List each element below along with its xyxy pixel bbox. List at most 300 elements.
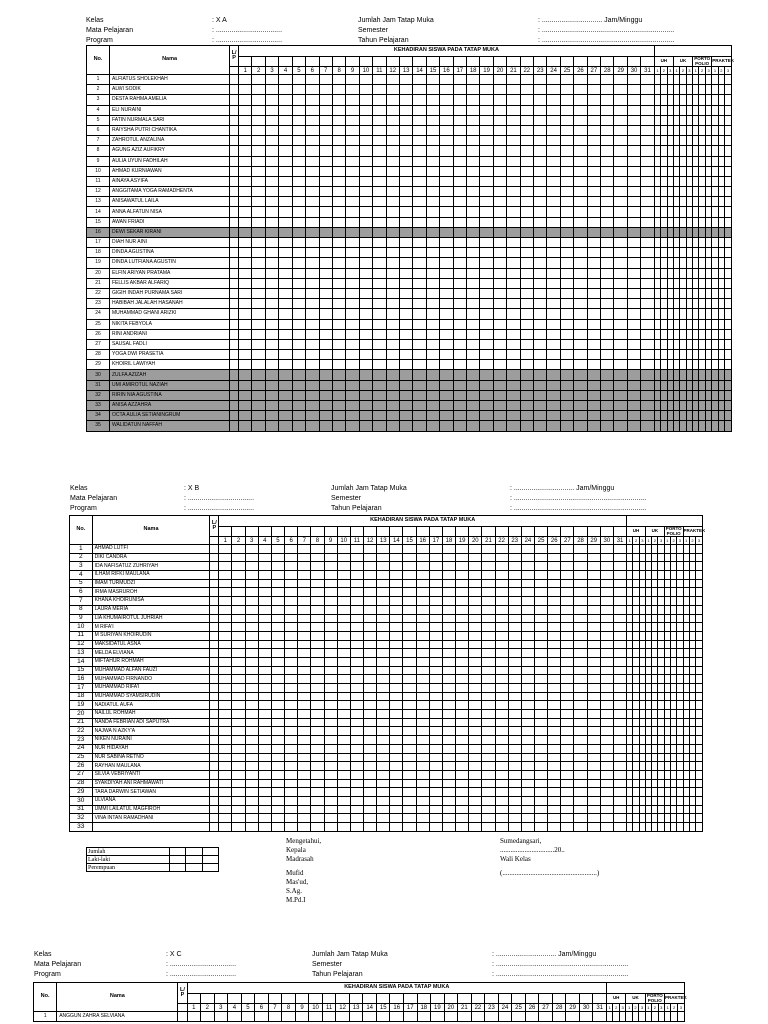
student-number: 25 bbox=[70, 753, 93, 762]
attendance-cell bbox=[399, 299, 412, 309]
attendance-cell bbox=[311, 814, 324, 823]
attendance-cell bbox=[386, 105, 399, 115]
session-number: 14 bbox=[363, 1004, 377, 1012]
attendance-cell bbox=[324, 805, 337, 814]
attendance-cell bbox=[337, 597, 350, 606]
attendance-cell bbox=[613, 623, 626, 632]
attendance-cell bbox=[547, 380, 560, 390]
attendance-cell bbox=[613, 744, 626, 753]
attendance-cell bbox=[219, 588, 232, 597]
session-number: 20 bbox=[493, 67, 506, 75]
attendance-cell bbox=[337, 657, 350, 666]
attendance-cell bbox=[482, 710, 495, 719]
value-jam: : ............................... Jam/Minggu bbox=[510, 485, 615, 492]
attendance-cell bbox=[482, 718, 495, 727]
attendance-cell bbox=[641, 360, 654, 370]
attendance-cell bbox=[587, 788, 600, 797]
attendance-cell bbox=[239, 85, 252, 95]
attendance-cell bbox=[429, 545, 442, 554]
attendance-cell bbox=[292, 197, 305, 207]
score-header-blank bbox=[607, 983, 685, 994]
attendance-cell bbox=[507, 105, 520, 115]
header-row bbox=[87, 46, 732, 57]
attendance-cell bbox=[466, 227, 479, 237]
attendance-cell bbox=[337, 710, 350, 719]
attendance-cell bbox=[426, 156, 439, 166]
attendance-cell bbox=[252, 75, 265, 85]
attendance-cell bbox=[520, 278, 533, 288]
attendance-cell bbox=[469, 701, 482, 710]
attendance-cell bbox=[219, 753, 232, 762]
attendance-cell bbox=[493, 95, 506, 105]
attendance-cell bbox=[627, 166, 640, 176]
attendance-cell bbox=[587, 614, 600, 623]
attendance-cell bbox=[725, 187, 732, 197]
attendance-cell bbox=[413, 319, 426, 329]
attendance-cell bbox=[285, 718, 298, 727]
attendance-cell bbox=[285, 770, 298, 779]
attendance-cell bbox=[255, 1012, 269, 1022]
student-row bbox=[70, 788, 703, 797]
attendance-cell bbox=[587, 187, 600, 197]
attendance-cell bbox=[614, 187, 627, 197]
attendance-cell bbox=[386, 85, 399, 95]
attendance-cell bbox=[508, 770, 521, 779]
attendance-cell bbox=[534, 146, 547, 156]
attendance-cell bbox=[413, 268, 426, 278]
attendance-cell bbox=[245, 727, 258, 736]
attendance-cell bbox=[641, 227, 654, 237]
session-blank-cell bbox=[399, 57, 412, 67]
attendance-cell bbox=[332, 146, 345, 156]
attendance-cell bbox=[210, 614, 219, 623]
score-number: 2 bbox=[689, 537, 695, 545]
attendance-cell bbox=[390, 736, 403, 745]
attendance-cell bbox=[311, 553, 324, 562]
attendance-cell bbox=[285, 823, 298, 832]
attendance-cell bbox=[271, 553, 284, 562]
attendance-cell bbox=[346, 156, 359, 166]
session-blank-cell bbox=[440, 57, 453, 67]
attendance-cell bbox=[377, 796, 390, 805]
attendance-cell bbox=[600, 631, 613, 640]
attendance-cell bbox=[285, 623, 298, 632]
student-number: 5 bbox=[87, 115, 110, 125]
attendance-cell bbox=[453, 329, 466, 339]
student-name: ZAHROTUL ANZALINA bbox=[110, 136, 230, 146]
student-number: 15 bbox=[87, 217, 110, 227]
attendance-cell bbox=[534, 288, 547, 298]
attendance-cell bbox=[390, 675, 403, 684]
attendance-cell bbox=[482, 788, 495, 797]
attendance-cell bbox=[377, 710, 390, 719]
student-row bbox=[70, 718, 703, 727]
attendance-cell bbox=[482, 657, 495, 666]
attendance-cell bbox=[350, 666, 363, 675]
attendance-cell bbox=[627, 380, 640, 390]
attendance-cell bbox=[600, 649, 613, 658]
attendance-cell bbox=[311, 823, 324, 832]
attendance-cell bbox=[346, 248, 359, 258]
attendance-cell bbox=[319, 197, 332, 207]
attendance-cell bbox=[440, 156, 453, 166]
attendance-cell bbox=[480, 156, 493, 166]
attendance-cell bbox=[508, 744, 521, 753]
attendance-cell bbox=[319, 105, 332, 115]
attendance-cell bbox=[399, 187, 412, 197]
attendance-cell bbox=[279, 411, 292, 421]
attendance-cell bbox=[239, 217, 252, 227]
attendance-cell bbox=[480, 115, 493, 125]
attendance-cell bbox=[377, 744, 390, 753]
attendance-cell bbox=[258, 614, 271, 623]
attendance-cell bbox=[337, 631, 350, 640]
attendance-cell bbox=[548, 684, 561, 693]
attendance-cell bbox=[525, 1012, 539, 1022]
attendance-cell bbox=[390, 553, 403, 562]
student-row bbox=[70, 605, 703, 614]
attendance-cell bbox=[600, 571, 613, 580]
attendance-cell bbox=[271, 675, 284, 684]
attendance-cell bbox=[271, 597, 284, 606]
session-blank-cell bbox=[426, 57, 439, 67]
attendance-cell bbox=[429, 744, 442, 753]
session-number: 24 bbox=[547, 67, 560, 75]
attendance-cell bbox=[456, 736, 469, 745]
session-blank-cell bbox=[241, 994, 255, 1004]
attendance-cell bbox=[265, 411, 278, 421]
attendance-cell bbox=[482, 736, 495, 745]
attendance-cell bbox=[696, 779, 703, 788]
attendance-cell bbox=[377, 718, 390, 727]
attendance-cell bbox=[279, 125, 292, 135]
attendance-cell bbox=[587, 278, 600, 288]
attendance-cell bbox=[520, 187, 533, 197]
attendance-cell bbox=[252, 421, 265, 431]
attendance-cell bbox=[480, 309, 493, 319]
attendance-cell bbox=[219, 649, 232, 658]
attendance-cell bbox=[413, 299, 426, 309]
attendance-cell bbox=[429, 605, 442, 614]
attendance-cell bbox=[521, 710, 534, 719]
attendance-cell bbox=[508, 788, 521, 797]
attendance-cell bbox=[429, 588, 442, 597]
attendance-cell bbox=[574, 288, 587, 298]
column-header-uk: UK bbox=[645, 527, 664, 537]
attendance-cell bbox=[319, 350, 332, 360]
attendance-table bbox=[33, 982, 685, 1022]
attendance-cell bbox=[725, 411, 732, 421]
attendance-cell bbox=[725, 95, 732, 105]
attendance-cell bbox=[495, 605, 508, 614]
attendance-cell bbox=[613, 605, 626, 614]
attendance-cell bbox=[403, 588, 416, 597]
attendance-cell bbox=[440, 370, 453, 380]
attendance-cell bbox=[520, 166, 533, 176]
attendance-cell bbox=[508, 753, 521, 762]
attendance-cell bbox=[377, 788, 390, 797]
attendance-cell bbox=[453, 85, 466, 95]
attendance-cell bbox=[627, 299, 640, 309]
student-number: 16 bbox=[87, 227, 110, 237]
attendance-cell bbox=[482, 684, 495, 693]
attendance-cell bbox=[346, 75, 359, 85]
attendance-cell bbox=[493, 360, 506, 370]
attendance-cell bbox=[386, 125, 399, 135]
attendance-cell bbox=[453, 166, 466, 176]
attendance-cell bbox=[271, 770, 284, 779]
attendance-cell bbox=[627, 370, 640, 380]
attendance-cell bbox=[548, 718, 561, 727]
attendance-cell bbox=[324, 579, 337, 588]
attendance-cell bbox=[324, 701, 337, 710]
score-number: 3 bbox=[705, 67, 711, 75]
attendance-cell bbox=[587, 411, 600, 421]
attendance-cell bbox=[495, 675, 508, 684]
session-blank-cell bbox=[319, 57, 332, 67]
attendance-cell bbox=[574, 401, 587, 411]
attendance-cell bbox=[403, 614, 416, 623]
attendance-cell bbox=[440, 207, 453, 217]
attendance-cell bbox=[600, 823, 613, 832]
attendance-cell bbox=[453, 278, 466, 288]
wali-name: (......................................................) bbox=[500, 869, 600, 877]
attendance-cell bbox=[507, 421, 520, 431]
attendance-cell bbox=[627, 411, 640, 421]
attendance-cell bbox=[265, 370, 278, 380]
attendance-cell bbox=[239, 156, 252, 166]
attendance-cell bbox=[390, 605, 403, 614]
attendance-cell bbox=[480, 95, 493, 105]
attendance-cell bbox=[574, 217, 587, 227]
attendance-cell bbox=[373, 309, 386, 319]
attendance-cell bbox=[413, 278, 426, 288]
attendance-cell bbox=[495, 588, 508, 597]
session-blank-cell bbox=[349, 994, 363, 1004]
attendance-cell bbox=[210, 701, 219, 710]
attendance-cell bbox=[311, 631, 324, 640]
attendance-cell bbox=[561, 701, 574, 710]
attendance-cell bbox=[359, 187, 372, 197]
attendance-cell bbox=[493, 176, 506, 186]
attendance-cell bbox=[561, 562, 574, 571]
attendance-cell bbox=[456, 649, 469, 658]
attendance-cell bbox=[440, 238, 453, 248]
attendance-cell bbox=[337, 666, 350, 675]
attendance-cell bbox=[332, 370, 345, 380]
session-number: 27 bbox=[587, 67, 600, 75]
attendance-cell bbox=[210, 631, 219, 640]
attendance-cell bbox=[386, 350, 399, 360]
student-row bbox=[70, 562, 703, 571]
attendance-cell bbox=[324, 553, 337, 562]
attendance-cell bbox=[403, 762, 416, 771]
attendance-cell bbox=[641, 258, 654, 268]
attendance-cell bbox=[232, 562, 245, 571]
attendance-cell bbox=[601, 207, 614, 217]
attendance-cell bbox=[399, 146, 412, 156]
attendance-cell bbox=[574, 85, 587, 95]
attendance-cell bbox=[390, 614, 403, 623]
attendance-cell bbox=[210, 579, 219, 588]
attendance-cell bbox=[480, 268, 493, 278]
column-header-lp: L/ P bbox=[210, 516, 219, 537]
attendance-cell bbox=[324, 588, 337, 597]
attendance-cell bbox=[587, 814, 600, 823]
attendance-cell bbox=[413, 288, 426, 298]
attendance-cell bbox=[627, 360, 640, 370]
attendance-cell bbox=[560, 339, 573, 349]
attendance-table bbox=[69, 515, 706, 832]
attendance-cell bbox=[332, 380, 345, 390]
attendance-cell bbox=[403, 657, 416, 666]
attendance-cell bbox=[725, 207, 732, 217]
attendance-cell bbox=[495, 701, 508, 710]
attendance-cell bbox=[482, 666, 495, 675]
attendance-cell bbox=[574, 571, 587, 580]
attendance-cell bbox=[548, 814, 561, 823]
attendance-cell bbox=[493, 238, 506, 248]
attendance-cell bbox=[601, 258, 614, 268]
attendance-cell bbox=[298, 571, 311, 580]
attendance-cell bbox=[390, 710, 403, 719]
student-number: 24 bbox=[70, 744, 93, 753]
attendance-cell bbox=[337, 579, 350, 588]
attendance-cell bbox=[725, 401, 732, 411]
attendance-cell bbox=[239, 207, 252, 217]
attendance-cell bbox=[440, 95, 453, 105]
attendance-cell bbox=[548, 605, 561, 614]
student-row bbox=[87, 156, 732, 166]
attendance-cell bbox=[413, 380, 426, 390]
attendance-cell bbox=[359, 105, 372, 115]
attendance-cell bbox=[230, 146, 239, 156]
attendance-cell bbox=[230, 309, 239, 319]
attendance-cell bbox=[416, 553, 429, 562]
attendance-cell bbox=[252, 329, 265, 339]
attendance-cell bbox=[232, 631, 245, 640]
attendance-cell bbox=[210, 649, 219, 658]
attendance-cell bbox=[306, 95, 319, 105]
attendance-cell bbox=[373, 370, 386, 380]
attendance-cell bbox=[311, 736, 324, 745]
session-blank-cell bbox=[574, 527, 587, 537]
attendance-cell bbox=[560, 85, 573, 95]
attendance-cell bbox=[252, 197, 265, 207]
attendance-cell bbox=[442, 770, 455, 779]
attendance-cell bbox=[403, 571, 416, 580]
attendance-cell bbox=[587, 75, 600, 85]
attendance-cell bbox=[520, 238, 533, 248]
attendance-cell bbox=[346, 136, 359, 146]
student-row bbox=[70, 770, 703, 779]
session-blank-cell bbox=[417, 994, 431, 1004]
attendance-cell bbox=[535, 770, 548, 779]
attendance-cell bbox=[725, 166, 732, 176]
attendance-cell bbox=[725, 288, 732, 298]
attendance-cell bbox=[306, 360, 319, 370]
student-name: RAYHAN MAULANA bbox=[92, 762, 210, 771]
attendance-cell bbox=[548, 657, 561, 666]
session-number: 9 bbox=[324, 537, 337, 545]
attendance-cell bbox=[219, 805, 232, 814]
attendance-cell bbox=[416, 579, 429, 588]
attendance-cell bbox=[480, 238, 493, 248]
value-tahun: : .................................................................... bbox=[492, 971, 629, 978]
attendance-cell bbox=[466, 390, 479, 400]
attendance-cell bbox=[252, 309, 265, 319]
attendance-cell bbox=[337, 605, 350, 614]
attendance-cell bbox=[601, 176, 614, 186]
attendance-cell bbox=[574, 380, 587, 390]
attendance-cell bbox=[520, 339, 533, 349]
session-blank-cell bbox=[292, 57, 305, 67]
attendance-cell bbox=[386, 370, 399, 380]
attendance-cell bbox=[350, 727, 363, 736]
attendance-cell bbox=[547, 95, 560, 105]
student-name: DESTA RAHMA AMELIA bbox=[110, 95, 230, 105]
attendance-cell bbox=[413, 227, 426, 237]
attendance-cell bbox=[466, 401, 479, 411]
attendance-cell bbox=[232, 657, 245, 666]
attendance-cell bbox=[641, 268, 654, 278]
attendance-cell bbox=[574, 207, 587, 217]
attendance-cell bbox=[601, 227, 614, 237]
attendance-cell bbox=[574, 248, 587, 258]
student-row bbox=[87, 288, 732, 298]
attendance-cell bbox=[453, 176, 466, 186]
attendance-cell bbox=[508, 701, 521, 710]
attendance-cell bbox=[232, 597, 245, 606]
attendance-cell bbox=[363, 562, 376, 571]
attendance-cell bbox=[574, 744, 587, 753]
attendance-cell bbox=[696, 805, 703, 814]
attendance-cell bbox=[292, 421, 305, 431]
attendance-cell bbox=[298, 614, 311, 623]
student-name: SAUSAL FADLI bbox=[110, 339, 230, 349]
attendance-cell bbox=[574, 227, 587, 237]
attendance-cell bbox=[350, 640, 363, 649]
attendance-cell bbox=[440, 248, 453, 258]
attendance-cell bbox=[560, 248, 573, 258]
attendance-cell bbox=[413, 146, 426, 156]
attendance-cell bbox=[561, 571, 574, 580]
attendance-cell bbox=[230, 166, 239, 176]
attendance-cell bbox=[219, 701, 232, 710]
summary-label: Laki-laki bbox=[87, 856, 170, 864]
attendance-cell bbox=[426, 288, 439, 298]
session-blank-cell bbox=[480, 57, 493, 67]
attendance-cell bbox=[324, 571, 337, 580]
session-blank-cell bbox=[255, 994, 269, 1004]
student-name: ANGGUN ZAHRA SELVIANA bbox=[57, 1012, 178, 1022]
attendance-cell bbox=[416, 762, 429, 771]
attendance-cell bbox=[390, 623, 403, 632]
student-row bbox=[87, 350, 732, 360]
student-number: 34 bbox=[87, 411, 110, 421]
attendance-cell bbox=[377, 631, 390, 640]
attendance-cell bbox=[641, 156, 654, 166]
attendance-cell bbox=[350, 597, 363, 606]
attendance-cell bbox=[482, 762, 495, 771]
label-program: Program bbox=[86, 37, 113, 44]
attendance-cell bbox=[230, 105, 239, 115]
attendance-cell bbox=[429, 579, 442, 588]
student-name: MUHAMMAD GHANI ARIZKI bbox=[110, 309, 230, 319]
attendance-cell bbox=[390, 718, 403, 727]
attendance-cell bbox=[493, 136, 506, 146]
attendance-cell bbox=[219, 614, 232, 623]
